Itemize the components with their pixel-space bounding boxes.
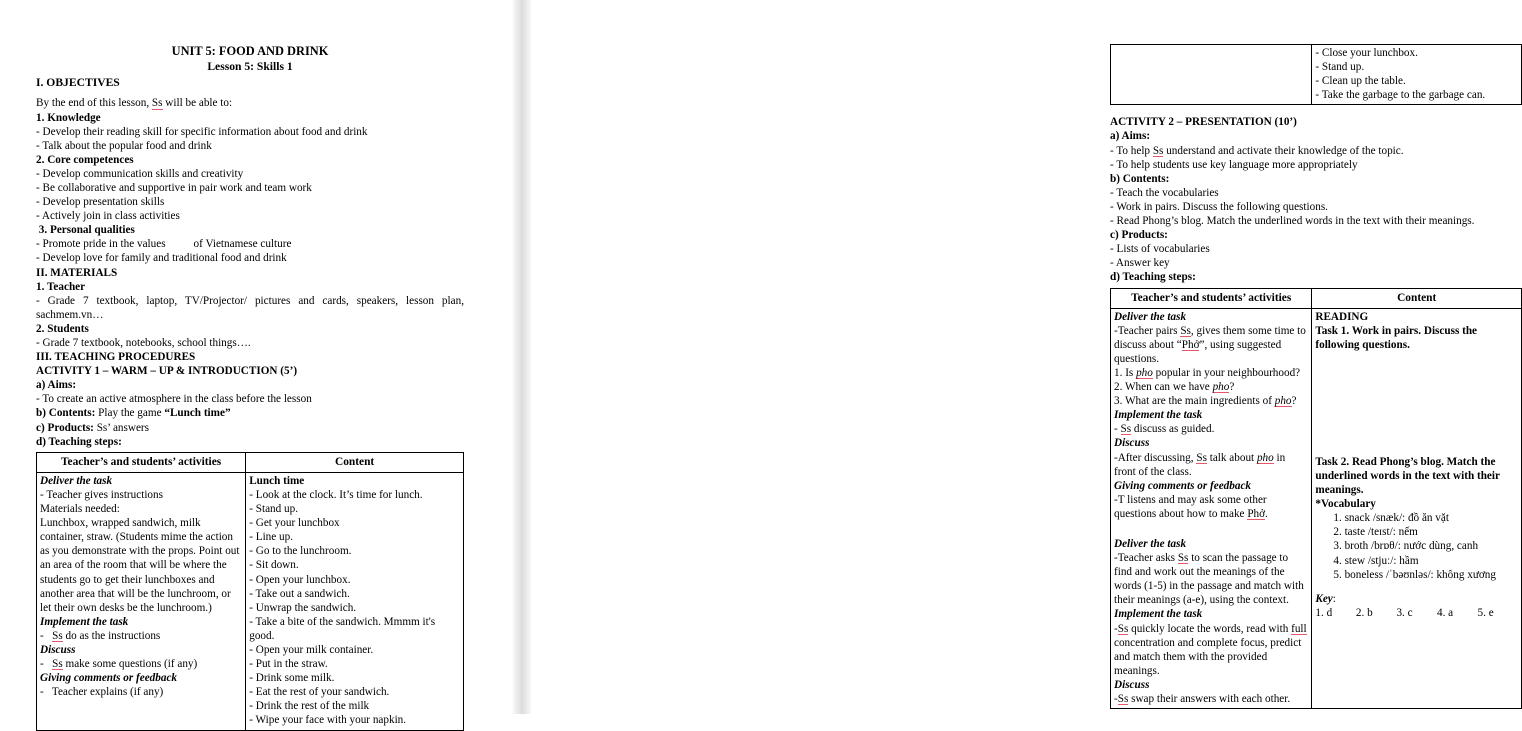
core-item: - Develop communication skills and creativity (36, 167, 244, 180)
aims-item-post: understand and activate their knowledge of the topic. (1163, 144, 1404, 157)
objectives-intro-pre: By the end of this lesson, (36, 97, 152, 110)
content-step: - Close your lunchbox. (1315, 47, 1418, 59)
vocabulary-item: 4. stew /stjuː/: hầm (1333, 554, 1419, 567)
content-paragraph: Lunch time (249, 474, 305, 487)
answer-key-item: 4. a (1436, 606, 1454, 619)
activity-paragraph: - Ss discuss as guided. (1114, 423, 1215, 436)
table-row (1111, 45, 1522, 105)
activity-paragraph: -T listens and may ask some other questions about how to make Phở. (1114, 493, 1270, 520)
label-teaching-steps: d) Teaching steps: (1110, 271, 1196, 284)
page-left-content (36, 44, 467, 731)
heading-teacher: 1. Teacher (36, 280, 86, 293)
spellcheck-word: Ss (1120, 423, 1132, 436)
table-header-row (1111, 288, 1522, 308)
vocabulary-label: *Vocabulary (1315, 498, 1376, 511)
cell-content (1312, 308, 1522, 709)
activity-paragraph: Giving comments or feedback (40, 672, 178, 685)
activity-paragraph: Giving comments or feedback (1114, 479, 1252, 492)
personal-item: - Develop love for family and traditional food and drink (36, 252, 287, 265)
core-item: - Be collaborative and supportive in pair work and team work (36, 181, 312, 194)
students-materials-text: - Grade 7 textbook, notebooks, school things…. (36, 337, 251, 349)
content-step: - Stand up. (1315, 61, 1365, 74)
content-paragraph: - Get your lunchbox (249, 517, 340, 530)
activity-paragraph: Discuss (40, 643, 76, 656)
core-item: - Develop presentation skills (36, 196, 165, 209)
spellcheck-word: full (1291, 622, 1307, 635)
continued-activity-1-table (1110, 44, 1522, 105)
activity-paragraph: -Ss swap their answers with each other. (1114, 693, 1291, 706)
task-2-title: Task 2. Read Phong’s blog. Match the underlined words in the text with their meanings. (1315, 455, 1503, 497)
activity-paragraph: 2. When can we have pho? (1114, 381, 1235, 394)
knowledge-item: - Talk about the popular food and drink (36, 139, 212, 152)
label-teaching-steps: d) Teaching steps: (36, 435, 122, 448)
label-contents: b) Contents: (36, 407, 96, 420)
cell-activities (1111, 308, 1312, 709)
page-right (532, 0, 1503, 714)
contents-text: Play the game (95, 407, 165, 420)
activity-paragraph: Implement the task (1114, 608, 1203, 621)
spellcheck-word-ss: Ss (151, 97, 163, 110)
table-row (37, 472, 464, 730)
heading-activity-2: ACTIVITY 2 – PRESENTATION (10’) (1110, 116, 1297, 129)
content-paragraph: - Wipe your face with your napkin. (249, 714, 407, 727)
heading-materials: II. MATERIALS (36, 266, 118, 279)
activity-paragraph: -Ss quickly locate the words, read with full concentration and complete focus, predict and match them with the provided meanings. (1114, 622, 1310, 677)
activity-paragraph: 3. What are the main ingredients of pho? (1114, 395, 1297, 408)
products-item: - Answer key (1110, 257, 1170, 270)
spellcheck-word: Ss (1180, 324, 1191, 337)
spellcheck-word: Ss (1117, 622, 1129, 635)
content-paragraph: - Look at the clock. It’s time for lunch. (249, 488, 423, 501)
answer-key-row (1315, 606, 1518, 620)
content-paragraph: - Sit down. (249, 559, 299, 572)
vocabulary-item: 1. snack /snæk/: đồ ăn vặt (1333, 512, 1449, 525)
activity-paragraph: Deliver the task (40, 474, 113, 487)
vocabulary-item: 5. boneless /ˈbəʊnləs/: không xương (1333, 568, 1496, 581)
vocabulary-item: 3. broth /brɒθ/: nước dùng, canh (1333, 540, 1479, 553)
cell-activities-continued (1111, 45, 1312, 105)
activity-paragraph: -Teacher asks Ss to scan the passage to find and work out the meanings of the words (1-5) in the passage and match with their meanings (a-e), using the context. (1114, 552, 1307, 607)
contents-item: - Read Phong’s blog. Match the underlined words in the text with their meanings. (1110, 215, 1475, 228)
teacher-materials-text: - Grade 7 textbook, laptop, TV/Projector/ pictures and cards, speakers, lesson plan, sachmem.vn… (36, 294, 467, 321)
aims-item (1110, 144, 1522, 158)
activity-paragraph: - Ss make some questions (if any) (40, 658, 198, 671)
label-contents: b) Contents: (1110, 172, 1170, 185)
knowledge-item: - Develop their reading skill for specific information about food and drink (36, 125, 368, 138)
content-paragraph: - Stand up. (249, 503, 299, 516)
activity-paragraph: - Teacher gives instructions (40, 488, 163, 501)
spellcheck-word: Ss (1177, 552, 1189, 565)
activity-paragraph: - Teacher explains (if any) (40, 686, 164, 699)
activity-1-table (36, 452, 464, 731)
content-paragraph: Task 1. Work in pairs. Discuss the following questions. (1315, 324, 1480, 351)
content-paragraph: READING (1315, 310, 1369, 323)
objectives-intro (36, 96, 464, 110)
heading-knowledge: 1. Knowledge (36, 111, 101, 124)
contents-item: - Teach the vocabularies (1110, 186, 1219, 199)
answer-key-item: 1. d (1315, 606, 1333, 619)
spellcheck-word: Ss (52, 629, 63, 642)
spellcheck-word: Ss (1117, 693, 1129, 706)
aims-item: - To help students use key language more appropriately (1110, 158, 1358, 171)
document-title-line-2: Lesson 5: Skills 1 (207, 60, 293, 73)
spellcheck-word-ss: Ss (1152, 144, 1164, 157)
spellcheck-word: Phở (1181, 338, 1200, 351)
vocabulary-item: 2. taste /teɪst/: nếm (1333, 526, 1418, 539)
label-products: c) Products: (36, 421, 94, 434)
activity-paragraph: Discuss (1114, 437, 1150, 450)
aims-text: - To create an active atmosphere in the class before the lesson (36, 393, 312, 406)
content-paragraph: - Line up. (249, 531, 294, 544)
heading-personal-qualities: 3. Personal qualities (36, 224, 135, 237)
heading-teaching-procedures: III. TEACHING PROCEDURES (36, 351, 196, 364)
page-left (0, 0, 512, 727)
content-paragraph: - Drink some milk. (249, 672, 335, 685)
content-paragraph: - Open your milk container. (249, 643, 374, 656)
activity-paragraph: Discuss (1114, 678, 1150, 691)
label-aims: a) Aims: (36, 379, 77, 392)
spellcheck-word: Ss (1196, 451, 1207, 464)
italic-term-pho: pho (1212, 381, 1230, 394)
aims-item-pre: - To help (1110, 144, 1153, 157)
page-gutter (512, 0, 532, 714)
activity-paragraph: Implement the task (1114, 409, 1203, 422)
activity-paragraph: Implement the task (40, 615, 129, 628)
content-paragraph: - Eat the rest of your sandwich. (249, 686, 390, 699)
products-item: - Lists of vocabularies (1110, 243, 1210, 256)
page-right-content (1110, 44, 1522, 709)
answer-key-item: 3. c (1396, 606, 1413, 619)
label-products: c) Products: (1110, 229, 1168, 242)
cell-content-continued (1312, 45, 1522, 105)
heading-activity-1: ACTIVITY 1 – WARM – UP & INTRODUCTION (5’) (36, 365, 298, 378)
italic-term-pho: pho (1274, 395, 1292, 408)
content-paragraph: - Put in the straw. (249, 658, 328, 671)
heading-core-competences: 2. Core competences (36, 153, 134, 166)
core-item: - Actively join in class activities (36, 210, 180, 223)
cell-content (246, 472, 464, 730)
column-header-content: Content (1312, 288, 1522, 308)
italic-term-pho: pho (1256, 451, 1274, 464)
contents-game-name: “Lunch time” (164, 407, 231, 420)
label-aims: a) Aims: (1110, 130, 1151, 143)
activity-paragraph: -After discussing, Ss talk about pho in front of the class. (1114, 451, 1289, 478)
content-paragraph: - Drink the rest of the milk (249, 700, 370, 713)
products-line (36, 421, 464, 435)
heading-students: 2. Students (36, 322, 89, 335)
activity-paragraph: 1. Is pho popular in your neighbourhood? (1114, 366, 1301, 379)
spellcheck-word: Phở (1247, 507, 1266, 520)
content-paragraph: - Unwrap the sandwich. (249, 601, 357, 614)
products-text: Ss’ answers (93, 421, 150, 434)
content-paragraph: - Open your lunchbox. (249, 573, 351, 586)
activity-paragraph: Materials needed: (40, 503, 120, 516)
activity-2-table (1110, 288, 1522, 710)
activity-paragraph: Deliver the task (1114, 538, 1187, 550)
column-header-activities: Teacher’s and students’ activities (37, 452, 246, 472)
spellcheck-word: Ss (52, 658, 63, 671)
contents-item: - Work in pairs. Discuss the following questions. (1110, 200, 1328, 213)
contents-line (36, 406, 464, 420)
cell-activities (37, 472, 246, 730)
answer-key-item: 2. b (1355, 606, 1373, 619)
table-row (1111, 308, 1522, 709)
column-header-content: Content (246, 452, 464, 472)
content-paragraph: - Take out a sandwich. (249, 587, 350, 600)
italic-term-pho: pho (1136, 366, 1153, 379)
activity-paragraph: Deliver the task (1114, 310, 1187, 323)
personal-item: - Promote pride in the values of Vietnamese culture (36, 238, 292, 251)
column-header-activities: Teacher’s and students’ activities (1111, 288, 1312, 308)
activity-paragraph: Lunchbox, wrapped sandwich, milk container, straw. (Students mime the action as you demonstrate with the props. Point out an area of the room that will be where the students go to get their lunchboxes and another area that will be the lunchroom, or let their own desks be the lunchroom.) (40, 517, 243, 614)
answer-key-label: Key: (1315, 592, 1336, 605)
activity-paragraph: -Teacher pairs Ss, gives them some time to discuss about “Phở”, using suggested questions. (1114, 324, 1309, 365)
answer-key-item: 5. e (1477, 606, 1494, 619)
document-title-line-1: UNIT 5: FOOD AND DRINK (171, 44, 329, 58)
content-step: - Clean up the table. (1315, 75, 1406, 88)
section-heading-objectives: I. OBJECTIVES (36, 76, 120, 89)
table-header-row (37, 452, 464, 472)
content-step: - Take the garbage to the garbage can. (1315, 89, 1486, 102)
content-paragraph: - Go to the lunchroom. (249, 545, 352, 558)
content-paragraph: - Take a bite of the sandwich. Mmmm it's good. (249, 615, 438, 642)
objectives-intro-post: will be able to: (162, 97, 233, 110)
activity-paragraph: - Ss do as the instructions (40, 629, 161, 642)
